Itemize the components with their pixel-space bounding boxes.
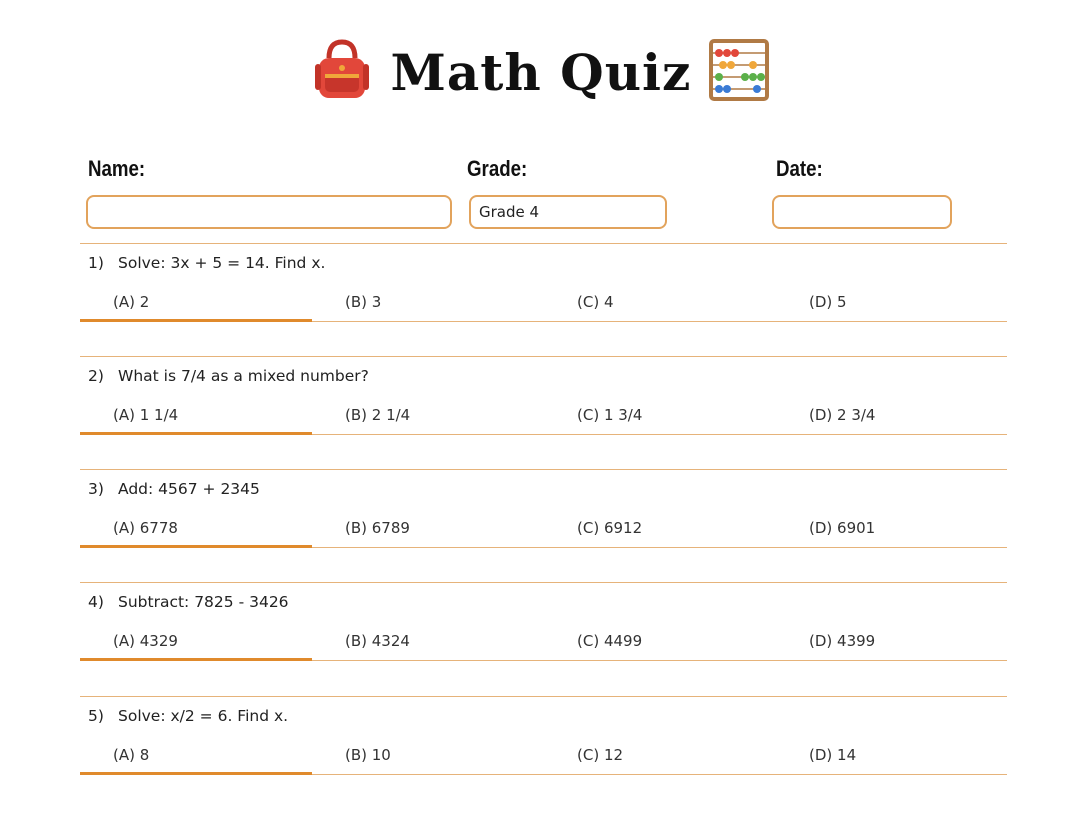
option-b[interactable]: (B) 3: [345, 293, 382, 311]
option-a[interactable]: (A) 8: [113, 746, 150, 764]
question-5: [80, 696, 1007, 809]
option-a[interactable]: (A) 6778: [113, 519, 178, 537]
option-d[interactable]: (D) 2 3/4: [809, 406, 876, 424]
option-b[interactable]: (B) 6789: [345, 519, 410, 537]
answer-accent: [80, 432, 312, 435]
option-d[interactable]: (D) 14: [809, 746, 857, 764]
question-text: 1) Solve: 3x + 5 = 14. Find x.: [88, 254, 326, 272]
option-c[interactable]: (C) 1 3/4: [577, 406, 643, 424]
option-c[interactable]: (C) 4499: [577, 632, 643, 650]
option-c[interactable]: (C) 12: [577, 746, 624, 764]
name-input[interactable]: [86, 195, 452, 229]
option-c[interactable]: (C) 4: [577, 293, 614, 311]
answer-accent: [80, 658, 312, 661]
option-d[interactable]: (D) 4399: [809, 632, 876, 650]
quiz-header: [0, 36, 1080, 108]
question-1: [80, 243, 1007, 356]
name-label: Name:: [88, 156, 146, 181]
option-a[interactable]: (A) 1 1/4: [113, 406, 179, 424]
backpack-icon: [311, 38, 373, 106]
abacus-icon: [709, 39, 769, 105]
page-title: Math Quiz: [390, 42, 692, 102]
option-a[interactable]: (A) 2: [113, 293, 150, 311]
question-text: 2) What is 7/4 as a mixed number?: [88, 367, 369, 385]
grade-label: Grade:: [467, 156, 528, 181]
option-b[interactable]: (B) 10: [345, 746, 391, 764]
question-text: 5) Solve: x/2 = 6. Find x.: [88, 707, 289, 725]
question-text: 3) Add: 4567 + 2345: [88, 480, 260, 498]
option-b[interactable]: (B) 2 1/4: [345, 406, 411, 424]
option-d[interactable]: (D) 5: [809, 293, 847, 311]
date-label: Date:: [776, 156, 823, 181]
question-4: [80, 582, 1007, 695]
answer-accent: [80, 545, 312, 548]
answer-accent: [80, 772, 312, 775]
question-3: [80, 469, 1007, 582]
date-input[interactable]: [772, 195, 952, 229]
option-d[interactable]: (D) 6901: [809, 519, 876, 537]
answer-accent: [80, 319, 312, 322]
option-c[interactable]: (C) 6912: [577, 519, 643, 537]
option-b[interactable]: (B) 4324: [345, 632, 410, 650]
question-2: [80, 356, 1007, 469]
grade-input[interactable]: [469, 195, 667, 229]
option-a[interactable]: (A) 4329: [113, 632, 178, 650]
question-text: 4) Subtract: 7825 - 3426: [88, 593, 289, 611]
